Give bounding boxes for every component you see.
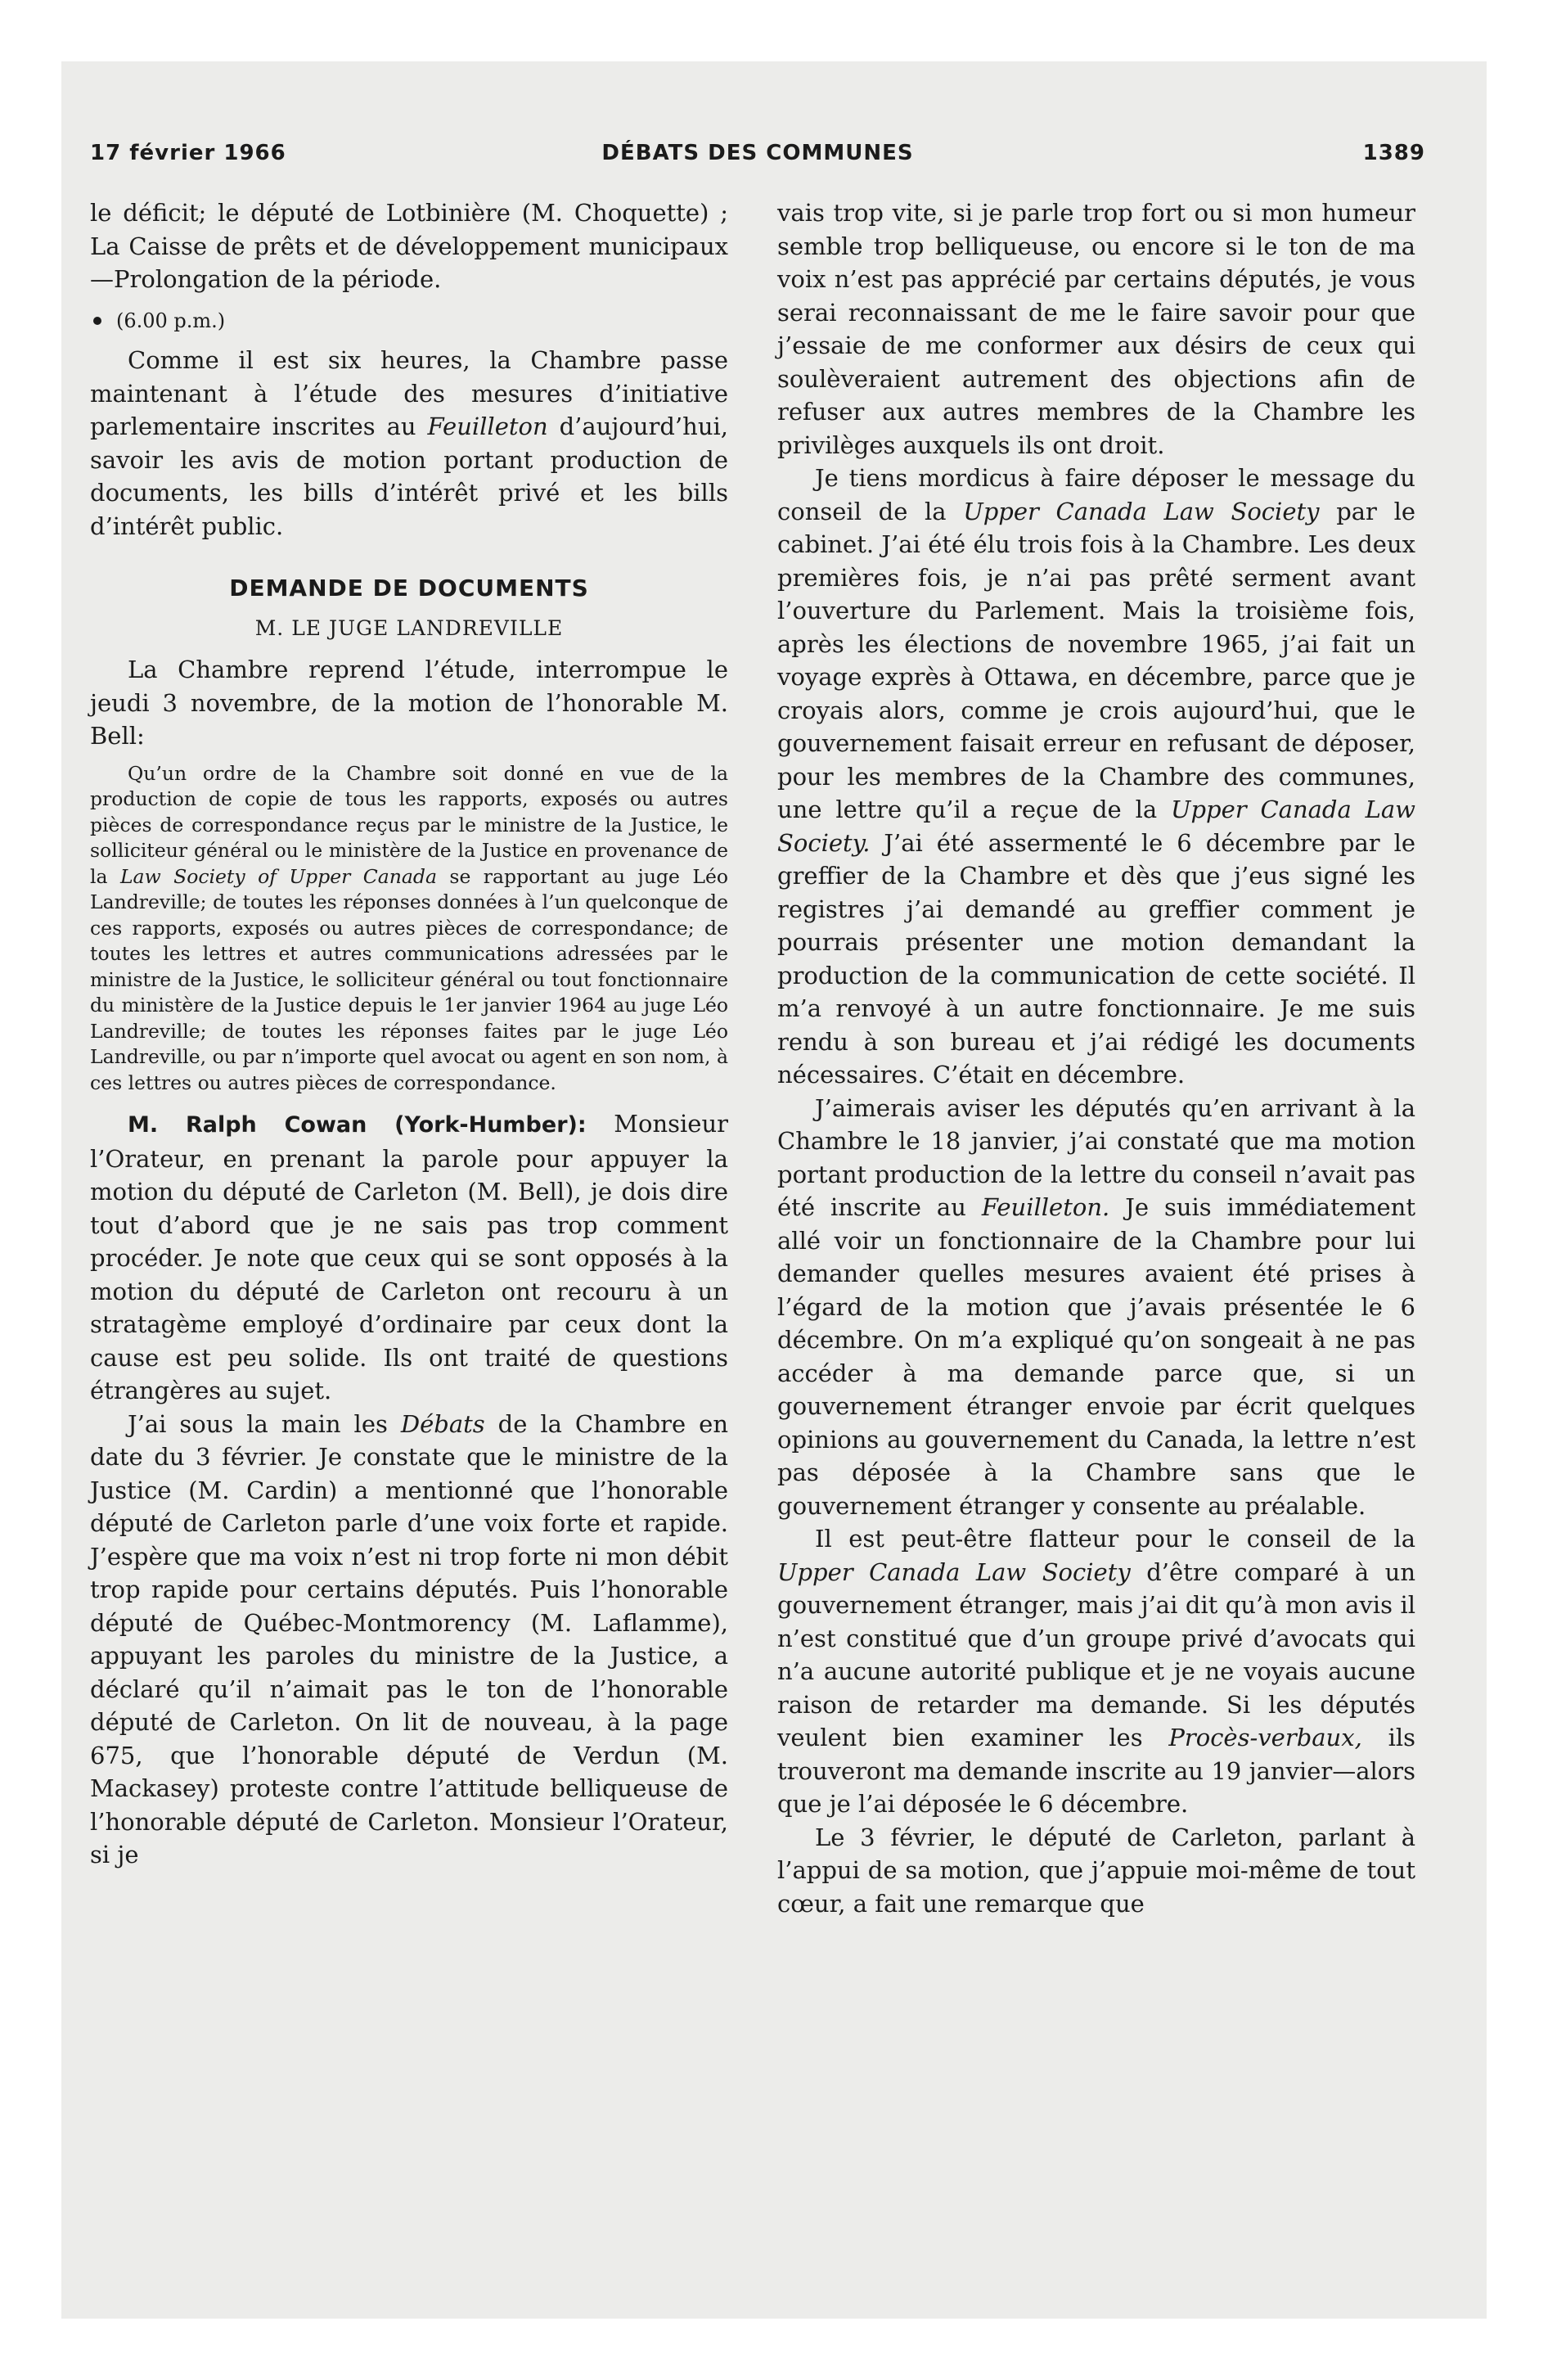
left-column bbox=[90, 196, 728, 1872]
speaker-name: M. Ralph Cowan (York-Humber): bbox=[128, 1112, 587, 1138]
time-text: (6.00 p.m.) bbox=[116, 309, 226, 332]
header-page-number: 1389 bbox=[1362, 141, 1425, 165]
text-run: J’ai sous la main les bbox=[128, 1409, 401, 1438]
text-run: d’être comparé à un gouvernement étranger, mais j’ai dit qu’à mon avis il n’est constitué que d’un groupe privé d’avocats qui n’a aucune autorité publique et je ne voyais aucune raison de retarder ma demande. Si les députés veulent bien examiner les bbox=[777, 1557, 1416, 1751]
motion-text bbox=[90, 761, 728, 1097]
header-date: 17 février 1966 bbox=[90, 141, 286, 165]
paragraph bbox=[90, 1107, 728, 1408]
text-run-italic: Upper Canada Law Society bbox=[777, 1557, 1131, 1586]
paragraph bbox=[777, 1092, 1415, 1523]
paragraph bbox=[90, 344, 728, 543]
page-header bbox=[90, 141, 1425, 174]
text-run: Monsieur l’Orateur, en prenant la parole pour appuyer la motion du député de Carleton (M. Bell), je dois dire tout d’abord que je ne sais pas trop comment procéder. Je note que ceux qui se sont opposés à la motion du député de Carleton ont recouru à un stratagème employé d’ordinaire par ceux dont la cause est peu solide. Ils ont traité de questions étrangères au sujet. bbox=[90, 1110, 728, 1404]
text-run-italic: Procès-verbaux, bbox=[1168, 1724, 1362, 1751]
right-column bbox=[777, 196, 1415, 1920]
section-subtitle: M. LE JUGE LANDREVILLE bbox=[254, 615, 564, 640]
text-run-italic: Feuilleton. bbox=[981, 1193, 1110, 1221]
text-run: de la Chambre en date du 3 février. Je constate que le ministre de la Justice (M. Cardin) a mentionné que l’honorable député de Carleton parle d’une voix forte et rapide. J’espère que ma voix n’est ni trop forte ni mon débit trop rapide pour certains députés. Puis l’honorable député de Québec-Montmorency (M. Laflamme), appuyant les paroles du ministre de la Justice, a déclaré qu’il n’aimait pas le ton de l’honorable député de Carleton. On lit de nouveau, à la page 675, que l’honorable député de Verdun (M. Mackasey) proteste contre l’attitude belliqueuse de l’honorable député de Carleton. Monsieur l’Orateur, si je bbox=[90, 1409, 729, 1868]
text-run-italic: Upper Canada Law Society bbox=[963, 497, 1320, 525]
paragraph: vais trop vite, si je parle trop fort ou si mon humeur semble trop belliqueuse, ou encore si le ton de ma voix n’est pas apprécié par certains députés, je vous serai reconnaissant de me le faire savoir pour que j’essaie de me conformer aux désirs de ceux qui soulèveraient autrement des objections afin de refuser aux autres membres de la Chambre les privilèges auxquels ils ont droit. bbox=[777, 199, 1415, 459]
text-run: J’aimerais aviser les députés qu’en arrivant à la Chambre le 18 janvier, j’ai constaté que ma motion portant production de la lettre du conseil n’avait pas été inscrite au bbox=[777, 1093, 1415, 1221]
bullet-icon bbox=[93, 317, 101, 325]
paragraph: le déficit; le député de Lotbinière (M. Choquette) ; La Caisse de prêts et de développement municipaux—Prolongation de la période. bbox=[90, 199, 728, 293]
text-run: Je suis immédiatement allé voir un fonctionnaire de la Chambre pour lui demander quelles mesures avaient été prises à l’égard de la motion que j’avais présentée le 6 décembre. On m’a expliqué qu’on songeait à ne pas accéder à ma demande parce que, si un gouvernement étranger envoie par écrit quelques opinions au gouvernement du Canada, la lettre n’est pas déposée à la Chambre sans que le gouvernement étranger y consente au préalable. bbox=[777, 1193, 1415, 1520]
text-run: se rapportant au juge Léo Landreville; de toutes les réponses données à l’un quelconque de ces rapports, exposés ou autres pièces de correspondance; de toutes les lettres et autres communications adressées par le ministre de la Justice, le solliciteur général ou tout fonctionnaire du ministère de la Justice depuis le 1er janvier 1964 au juge Léo Landreville; de toutes les réponses faites par le juge Léo Landreville, ou par n’importe quel avocat ou agent en son nom, à ces lettres ou autres pièces de correspondance. bbox=[90, 864, 728, 1094]
text-run: Il est peut-être flatteur pour le conseil de la bbox=[815, 1525, 1415, 1553]
header-title: DÉBATS DES COMMUNES bbox=[601, 141, 914, 165]
text-run: Je tiens mordicus à faire déposer le message du conseil de la bbox=[777, 464, 1415, 525]
text-run-italic: Upper Canada Law Society. bbox=[777, 796, 1415, 857]
section-title: DEMANDE DE DOCUMENTS bbox=[229, 575, 589, 602]
text-run: ils trouveront ma demande inscrite au 19 janvier—alors que je l’ai déposée le 6 décembre. bbox=[777, 1724, 1415, 1818]
text-run-italic: Law Society of Upper Canada bbox=[119, 864, 437, 888]
text-run: par le cabinet. J’ai été élu trois fois à la Chambre. Les deux premières fois, je n’ai pas prêté serment avant l’ouverture du Parlement. Mais la troisième fois, après les élections de novembre 1965, j’ai fait un voyage exprès à Ottawa, en décembre, parce que je croyais alors, comme je crois aujourd’hui, que le gouvernement faisait erreur en refusant de déposer, pour les membres de la Chambre des communes, une lettre qu’il a reçue de la bbox=[777, 497, 1415, 823]
text-run-italic: Feuilleton bbox=[427, 412, 548, 440]
text-run: J’ai été assermenté le 6 décembre par le greffier de la Chambre et dès que j’eus signé les registres j’ai demandé au greffier comment je pourrais présenter une motion demandant la production de la communication de cette société. Il m’a renvoyé à un autre fonctionnaire. Je me suis rendu à son bureau et j’ai rédigé les documents nécessaires. C’était en décembre. bbox=[777, 828, 1415, 1089]
paragraph: La Chambre reprend l’étude, interrompue le jeudi 3 novembre, de la motion de l’honorable M. Bell: bbox=[90, 656, 728, 750]
text-run-italic: Débats bbox=[400, 1409, 485, 1438]
paragraph bbox=[90, 1408, 728, 1872]
paragraph bbox=[777, 462, 1415, 1092]
text-run: Comme il est six heures, la Chambre passe maintenant à l’étude des mesures d’initiative parlementaire inscrites au bbox=[90, 346, 728, 440]
paragraph bbox=[777, 1522, 1415, 1821]
time-stamp bbox=[90, 304, 728, 338]
text-run: Qu’un ordre de la Chambre soit donné en vue de la production de copie de tous les rapports, exposés ou autres pièces de correspondance reçus par le ministre de la Justice, le solliciteur général ou le ministère de la Justice en provenance de la bbox=[90, 761, 728, 888]
paragraph: Le 3 février, le député de Carleton, parlant à l’appui de sa motion, que j’appuie moi-même de tout cœur, a fait une remarque que bbox=[777, 1823, 1415, 1918]
text-run: d’aujourd’hui, savoir les avis de motion portant production de documents, les bills d’intérêt privé et les bills d’intérêt public. bbox=[90, 412, 728, 540]
